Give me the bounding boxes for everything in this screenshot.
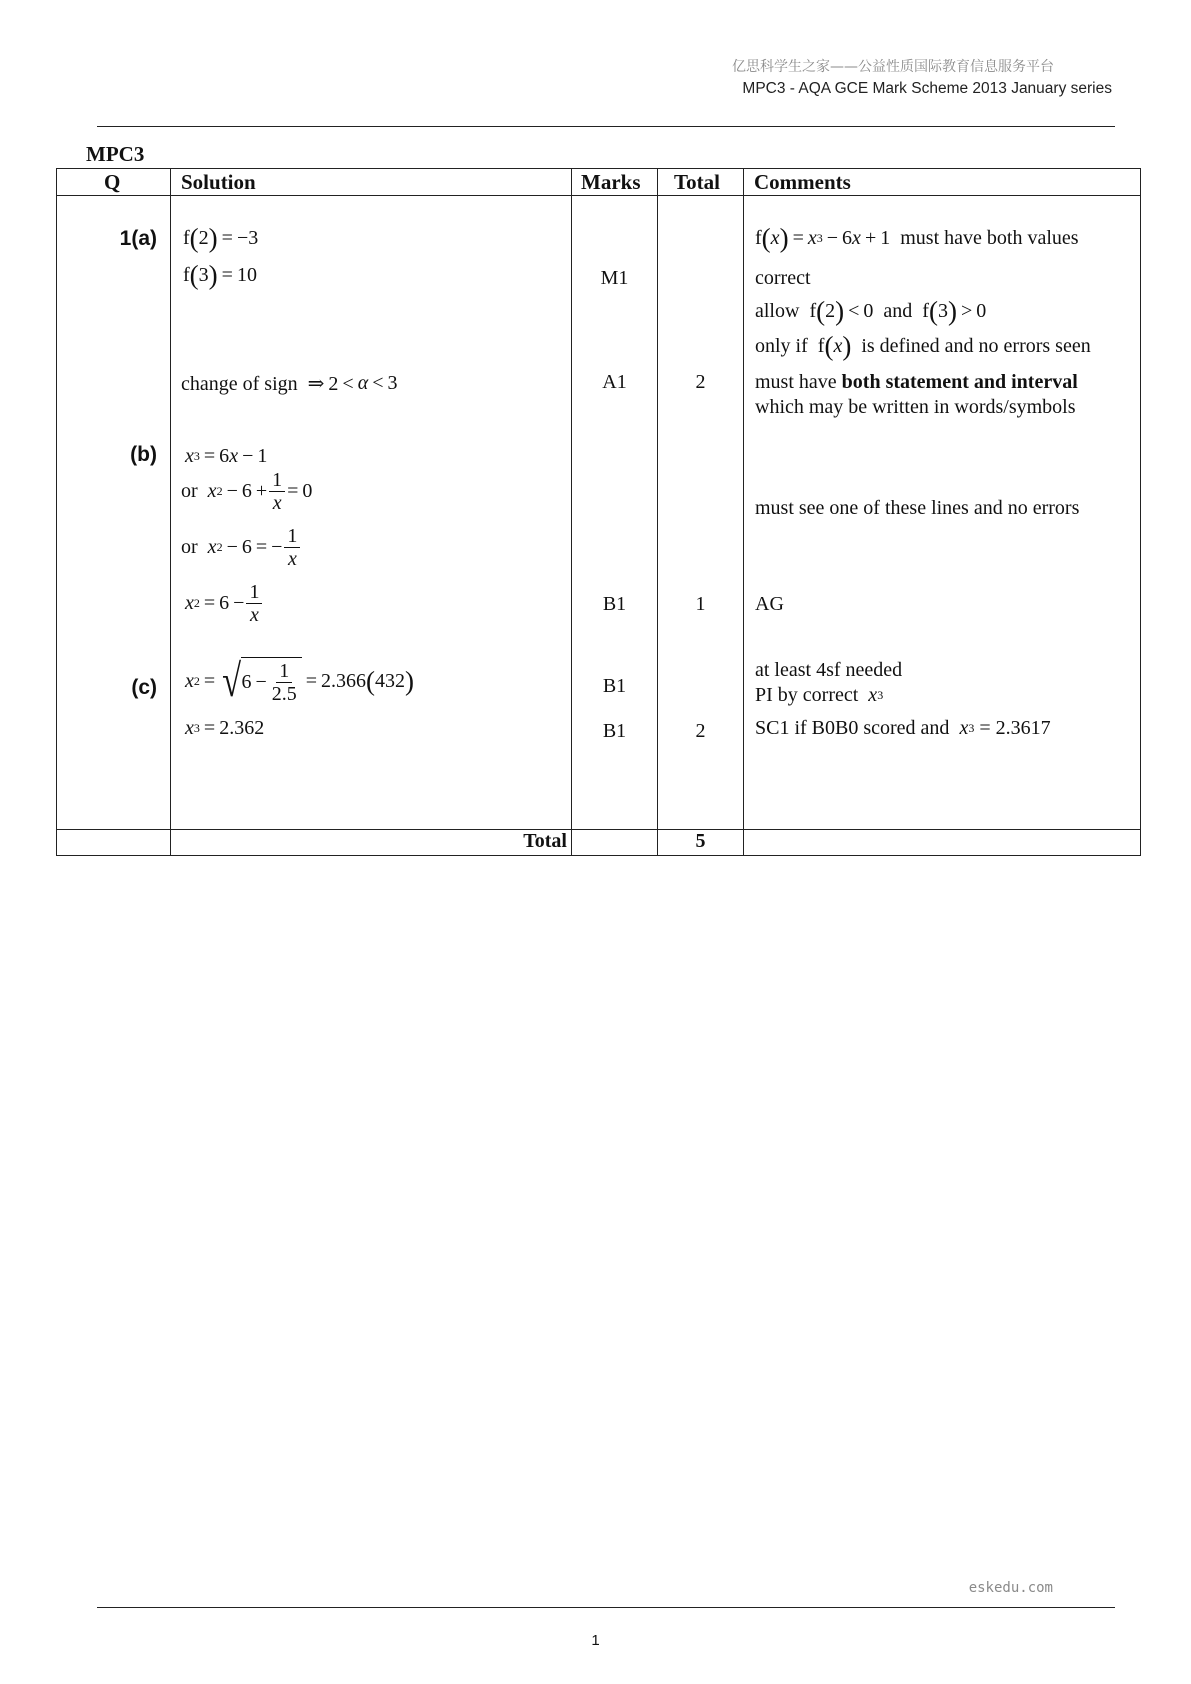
watermark-site-chinese: 亿思科学生之家——公益性质国际教育信息服务平台 bbox=[732, 59, 1054, 75]
comment-only-if-word: only if bbox=[755, 335, 808, 357]
solution-f3: f ( 3 ) = 10 bbox=[183, 260, 257, 290]
section-title: MPC3 bbox=[86, 142, 145, 166]
total-1c: 2 bbox=[695, 720, 706, 742]
header-row-divider bbox=[57, 195, 1140, 196]
comment-function-def: f ( x ) = x 3 − 6 x + 1 must have both values bbox=[755, 223, 1079, 253]
page-number: 1 bbox=[591, 1632, 600, 1649]
question-label: 1(a) bbox=[119, 227, 157, 250]
mark-b1: B1 bbox=[602, 593, 627, 615]
solution-f2: f ( 2 ) = −3 bbox=[183, 223, 259, 253]
solution-change-of-sign: change of sign ⇒ 2 < α < 3 bbox=[181, 372, 398, 395]
f3-value: 10 bbox=[236, 264, 257, 286]
header-rule bbox=[97, 126, 1115, 127]
x2-extra-digits: 432 bbox=[375, 669, 406, 692]
or-word: or bbox=[181, 536, 198, 558]
f2-value: −3 bbox=[236, 227, 259, 249]
comment-must-have bbox=[755, 371, 1078, 394]
footer-rule bbox=[97, 1607, 1115, 1608]
comment-only-if: only if f ( x ) is defined and no errors seen bbox=[755, 331, 1091, 361]
question-label: (b) bbox=[130, 443, 157, 466]
total-label: Total bbox=[523, 830, 567, 852]
comment-and-word: and bbox=[883, 300, 913, 322]
col-divider bbox=[743, 169, 744, 855]
col-divider bbox=[657, 169, 658, 855]
col-divider bbox=[170, 169, 171, 855]
or-word: or bbox=[181, 480, 198, 502]
total-1b: 1 bbox=[695, 593, 706, 615]
comment-allow: allow f ( 2 ) < 0 and f ( 3 ) > 0 bbox=[755, 296, 987, 326]
comment-4sf: at least 4sf needed bbox=[755, 659, 903, 681]
document-title: MPC3 - AQA GCE Mark Scheme 2013 January series bbox=[742, 80, 1112, 97]
solution-x2: x 2 = √ 6 − $\frac{1}{2.5}$ = 2.366 ( 432 ) bbox=[185, 655, 415, 706]
footer-site: eskedu.com bbox=[968, 1580, 1053, 1596]
total-value: 5 bbox=[695, 830, 706, 852]
solution-x3: x 3 = 2.362 bbox=[185, 717, 265, 739]
comment-pi: PI by correct x 3 bbox=[755, 684, 884, 706]
x2-value: 2.366 bbox=[321, 669, 367, 692]
comment-defined-text: is defined and no errors seen bbox=[861, 335, 1091, 357]
comment-correct: correct bbox=[755, 267, 811, 289]
col-header-total: Total bbox=[674, 170, 720, 194]
col-header-q: Q bbox=[104, 170, 121, 194]
col-header-comments: Comments bbox=[754, 170, 851, 194]
comment-sc1: SC1 if B0B0 scored and x 3 = 2.3617 bbox=[755, 717, 1051, 739]
solution-alt-form-1: or x 2 − 6 + $\frac{1}{x}$ = 0 bbox=[181, 469, 313, 514]
col-header-solution: Solution bbox=[181, 170, 256, 194]
mark-a1: A1 bbox=[602, 371, 627, 393]
comment-must-have-word: must have bbox=[755, 371, 837, 393]
mark-b1: B1 bbox=[602, 720, 627, 742]
mark-b1: B1 bbox=[602, 675, 627, 697]
solution-cubic: x 3 = 6 x − 1 bbox=[185, 445, 268, 467]
solution-rearranged: x 2 = 6 − $\frac{1}{x}$ bbox=[185, 581, 264, 626]
comment-must-see: must see one of these lines and no errors bbox=[755, 497, 1080, 519]
col-header-marks: Marks bbox=[581, 170, 641, 194]
comment-sc1-value: = 2.3617 bbox=[979, 717, 1051, 739]
solution-alt-form-2: or x 2 − 6 = − $\frac{1}{x}$ bbox=[181, 525, 302, 570]
mark-scheme-table bbox=[56, 168, 1141, 856]
comment-words-symbols: which may be written in words/symbols bbox=[755, 396, 1076, 418]
comment-bold-statement: both statement and interval bbox=[841, 371, 1078, 393]
comment-sc1-text: SC1 if B0B0 scored and bbox=[755, 717, 950, 739]
comment-pi-text: PI by correct bbox=[755, 684, 859, 706]
change-of-sign-text: change of sign bbox=[181, 373, 298, 395]
comment-allow-word: allow bbox=[755, 300, 800, 322]
comment-ag: AG bbox=[755, 593, 784, 615]
total-1a: 2 bbox=[695, 371, 706, 393]
mark-m1: M1 bbox=[600, 267, 629, 289]
question-label: (c) bbox=[131, 676, 157, 699]
x3-value: 2.362 bbox=[219, 717, 265, 739]
comment-both-values: must have both values bbox=[900, 227, 1079, 249]
total-row-divider bbox=[57, 829, 1140, 830]
